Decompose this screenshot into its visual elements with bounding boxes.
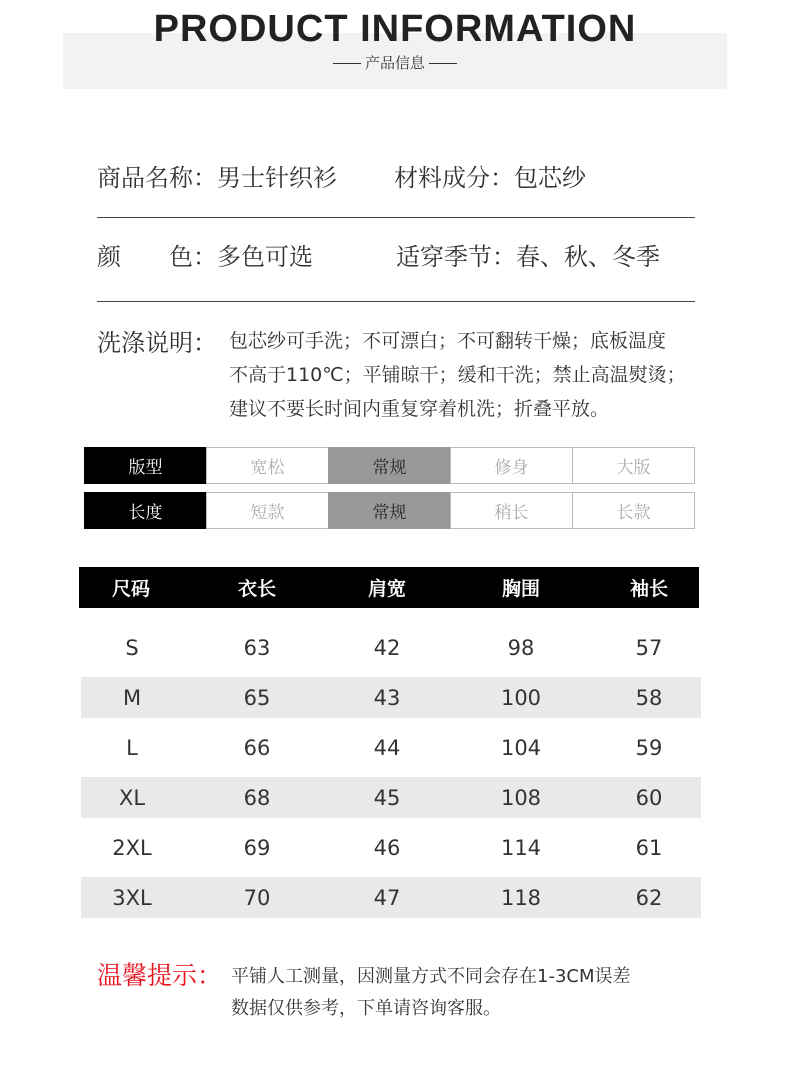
info-row-2 <box>97 237 660 272</box>
color-info: 颜 色：多色可选 <box>97 243 313 271</box>
cell-size: 3XL <box>112 885 152 910</box>
cell-shoulder: 44 <box>373 735 401 760</box>
page-subtitle <box>0 52 790 73</box>
cell-size: L <box>126 735 138 760</box>
page-title: PRODUCT INFORMATION <box>153 8 637 50</box>
cell-shoulder: 46 <box>373 835 401 860</box>
length-option-slightly-long: 稍长 <box>450 492 573 529</box>
table-row <box>81 877 701 918</box>
table-row <box>81 827 701 868</box>
header-length: 衣长 <box>237 578 276 600</box>
cell-chest: 98 <box>507 635 535 660</box>
tip-label: 温馨提示： <box>97 961 223 990</box>
fit-option-loose: 宽松 <box>206 447 329 484</box>
subtitle-right-line <box>429 63 457 64</box>
length-option-regular: 常规 <box>328 492 451 529</box>
wash-label: 洗涤说明： <box>97 329 217 357</box>
cell-sleeve: 60 <box>635 785 663 810</box>
table-row <box>81 627 701 668</box>
header-chest: 胸围 <box>501 578 540 600</box>
subtitle-text: 产品信息 <box>364 54 425 72</box>
fit-option-oversize: 大版 <box>572 447 695 484</box>
cell-shoulder: 42 <box>373 635 401 660</box>
fit-label: 版型 <box>84 447 207 484</box>
header-size: 尺码 <box>111 578 150 600</box>
cell-sleeve: 58 <box>635 685 663 710</box>
tip-line: 数据仅供参考，下单请咨询客服。 <box>231 998 501 1019</box>
wash-line: 建议不要长时间内重复穿着机洗；折叠平放。 <box>229 398 610 420</box>
fit-option-regular: 常规 <box>328 447 451 484</box>
cell-length: 63 <box>243 635 271 660</box>
cell-sleeve: 62 <box>635 885 663 910</box>
size-table-header <box>79 567 699 608</box>
cell-shoulder: 43 <box>373 685 401 710</box>
cell-shoulder: 45 <box>373 785 401 810</box>
season-info: 适穿季节：春、秋、冬季 <box>396 243 660 271</box>
cell-size: S <box>125 635 139 660</box>
cell-length: 70 <box>243 885 271 910</box>
tip-text <box>231 961 701 1025</box>
subtitle-left-line <box>333 63 361 64</box>
cell-chest: 104 <box>500 735 542 760</box>
cell-sleeve: 61 <box>635 835 663 860</box>
wash-line: 不高于110℃；平铺晾干；缓和干洗；禁止高温熨烫； <box>229 364 686 386</box>
wash-instructions <box>229 324 739 426</box>
cell-length: 65 <box>243 685 271 710</box>
cell-chest: 100 <box>500 685 542 710</box>
table-row <box>81 727 701 768</box>
fit-option-slim: 修身 <box>450 447 573 484</box>
cell-size: XL <box>118 785 146 810</box>
cell-length: 66 <box>243 735 271 760</box>
divider <box>97 301 695 302</box>
divider <box>97 217 695 218</box>
cell-sleeve: 59 <box>635 735 663 760</box>
tip-line: 平铺人工测量，因测量方式不同会存在1-3CM误差 <box>231 966 631 987</box>
length-option-short: 短款 <box>206 492 329 529</box>
cell-length: 69 <box>243 835 271 860</box>
wash-line: 包芯纱可手洗；不可漂白；不可翻转干燥；底板温度 <box>229 330 667 352</box>
cell-chest: 114 <box>500 835 542 860</box>
material: 材料成分：包芯纱 <box>394 164 586 192</box>
cell-chest: 108 <box>500 785 542 810</box>
length-label: 长度 <box>84 492 207 529</box>
product-name: 商品名称：男士针织衫 <box>97 164 337 192</box>
table-row <box>81 777 701 818</box>
header-shoulder: 肩宽 <box>367 578 406 600</box>
cell-chest: 118 <box>500 885 542 910</box>
cell-sleeve: 57 <box>635 635 663 660</box>
length-option-long: 长款 <box>572 492 695 529</box>
cell-length: 68 <box>243 785 271 810</box>
cell-shoulder: 47 <box>373 885 401 910</box>
table-row <box>81 677 701 718</box>
header-sleeve: 袖长 <box>629 578 668 600</box>
cell-size: 2XL <box>112 835 152 860</box>
cell-size: M <box>122 685 142 710</box>
length-row <box>84 492 695 529</box>
fit-row <box>84 447 695 484</box>
info-row-1 <box>97 158 586 193</box>
